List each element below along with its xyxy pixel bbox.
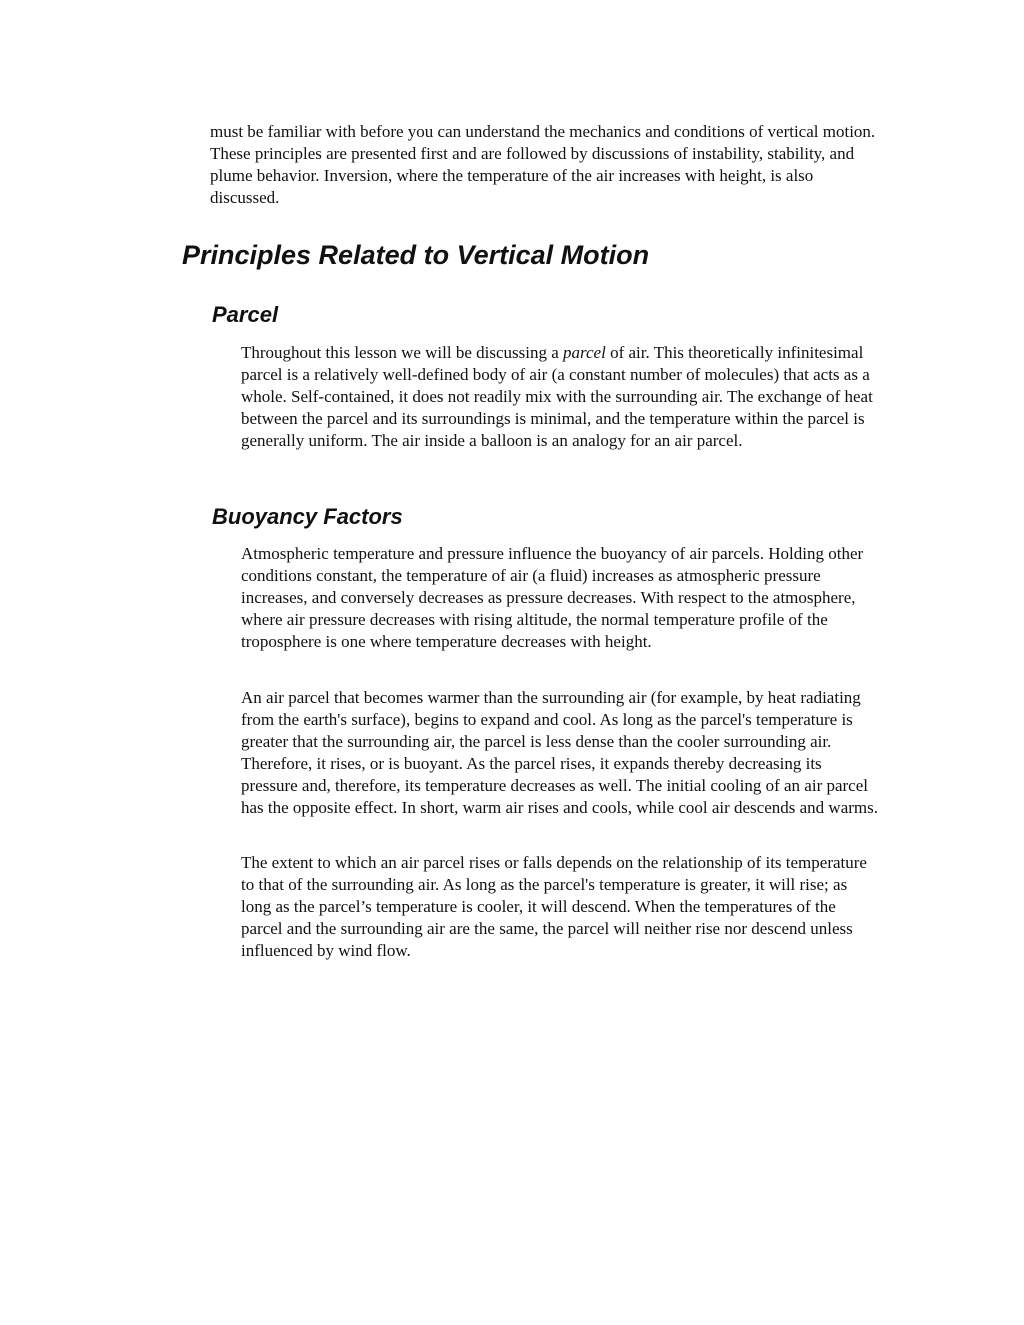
- buoyancy-heading: Buoyancy Factors: [212, 504, 403, 529]
- parcel-text-end: of air. This theoretically infinitesimal parcel is a relatively well-defined body of air (a constant number of molecules) that acts as a whole. Self-contained, it does not readily mix with the surrounding air. The exchange of heat between the parcel and its surroundings is minimal, and the temperature within the parcel is generally uniform. The air inside a balloon is an analogy for an air parcel.: [241, 343, 873, 450]
- section-title: Principles Related to Vertical Motion: [182, 240, 650, 270]
- intro-paragraph: must be familiar with before you can understand the mechanics and conditions of vertical motion. These principles are presented first and are followed by discussions of instability, stability, and plume behavior. Inversion, where the temperature of the air increases with height, is also discussed.: [210, 122, 876, 207]
- parcel-paragraph: [241, 342, 881, 452]
- parcel-italic-term: parcel: [563, 343, 606, 362]
- parcel-heading: Parcel: [212, 302, 279, 327]
- parcel-text-start: Throughout this lesson we will be discussing a: [241, 343, 564, 362]
- buoyancy-paragraph-3: The extent to which an air parcel rises or falls depends on the relationship of its temperature to that of the surrounding air. As long as the parcel's temperature is greater, it will rise; as long as the parcel’s temperature is cooler, it will descend. When the temperatures of the parcel and the surrounding air are the same, the parcel will neither rise nor descend unless influenced by wind flow.: [241, 853, 867, 960]
- buoyancy-paragraph-2: An air parcel that becomes warmer than the surrounding air (for example, by heat radiating from the earth's surface), begins to expand and cool. As long as the parcel's temperature is greater that the surrounding air, the parcel is less dense than the cooler surrounding air. Therefore, it rises, or is buoyant. As the parcel rises, it expands thereby decreasing its pressure and, therefore, its temperature decreases as well. The initial cooling of an air parcel has the opposite effect. In short, warm air rises and cools, while cool air descends and warms.: [241, 688, 879, 817]
- buoyancy-paragraph-1: Atmospheric temperature and pressure influence the buoyancy of air parcels. Holding other conditions constant, the temperature of air (a fluid) increases as atmospheric pressure increases, and conversely decreases as pressure decreases. With respect to the atmosphere, where air pressure decreases with rising altitude, the normal temperature profile of the troposphere is one where temperature decreases with height.: [241, 544, 864, 651]
